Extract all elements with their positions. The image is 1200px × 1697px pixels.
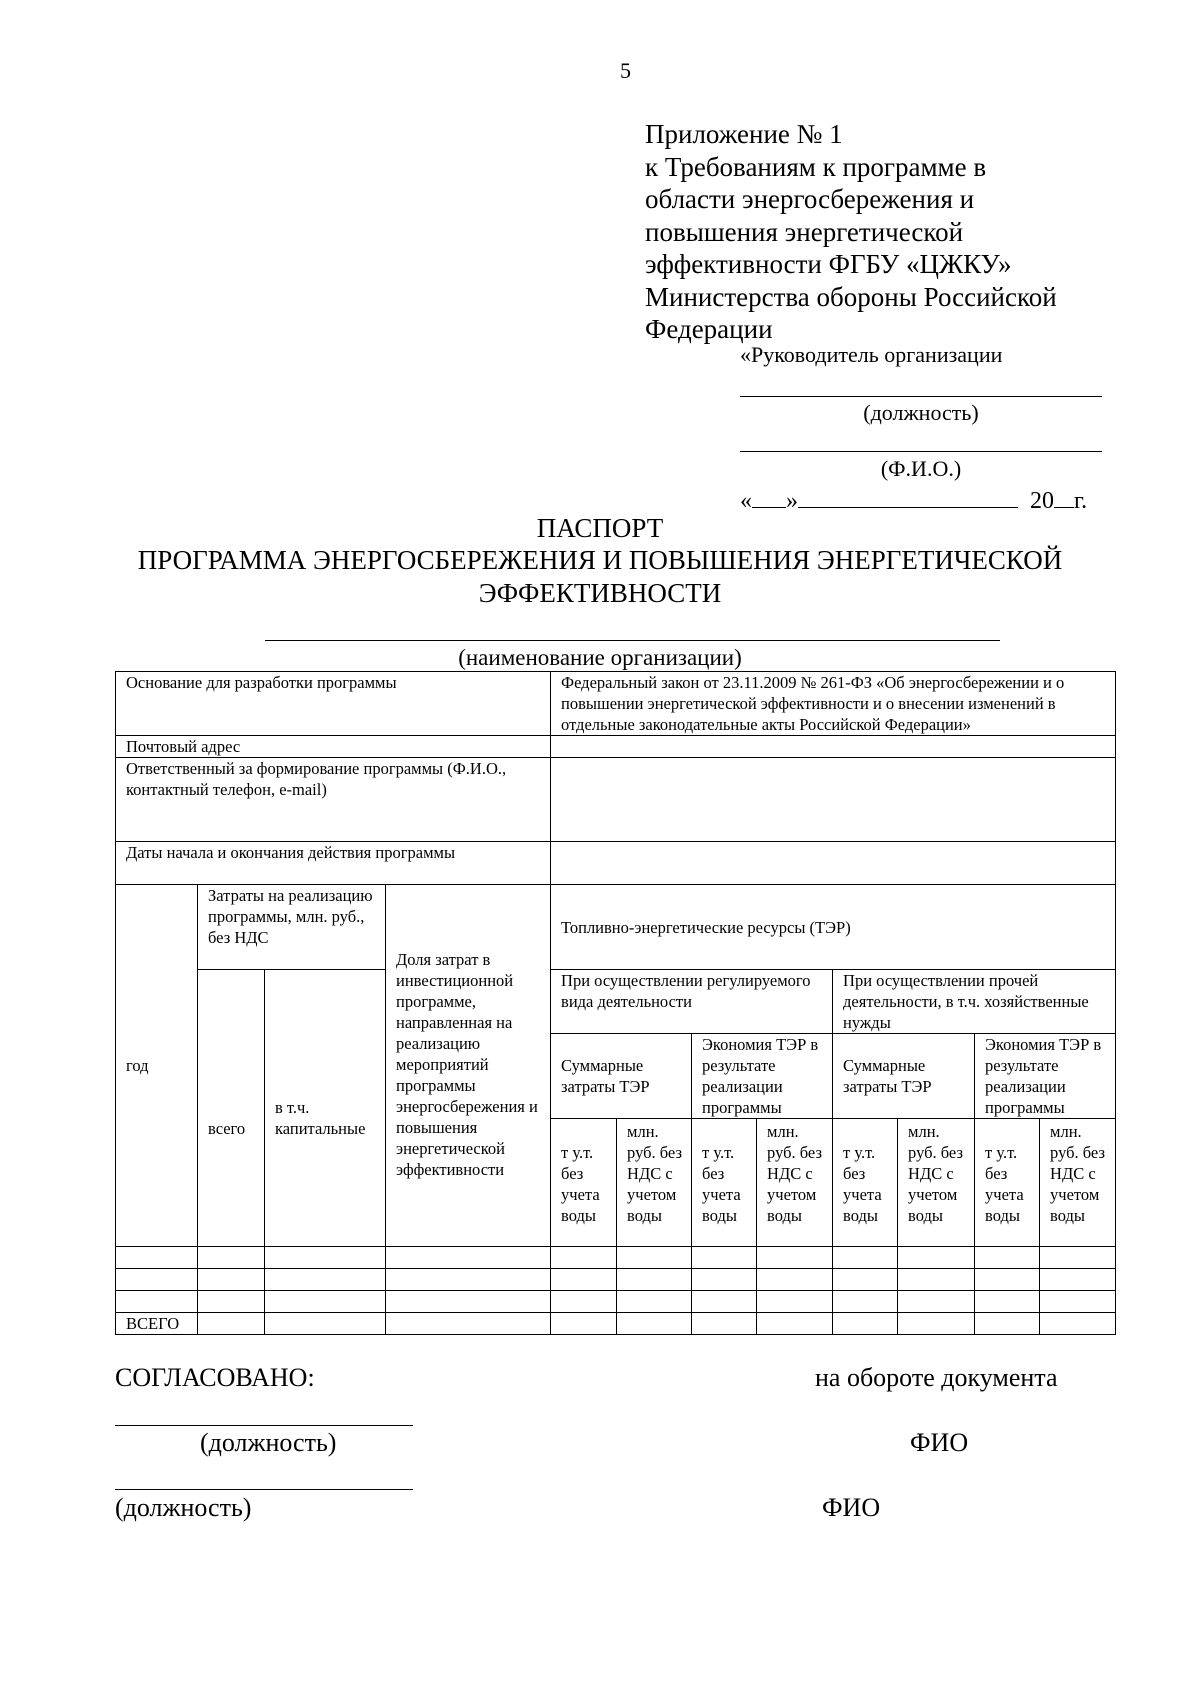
appendix-header	[645, 118, 1057, 346]
grand-total-label: ВСЕГО	[116, 1313, 198, 1335]
other-savings-header: Экономия ТЭР в результате реализации программы	[975, 1034, 1116, 1119]
ter-header: Топливно-энергетические ресурсы (ТЭР)	[551, 885, 1116, 970]
regulated-savings-header: Экономия ТЭР в результате реализации программы	[692, 1034, 833, 1119]
agreed-fio-1: ФИО	[910, 1428, 969, 1457]
dates-label: Даты начала и окончания действия программы	[116, 842, 551, 885]
position-caption: (должность)	[863, 400, 979, 425]
agreed-label: СОГЛАСОВАНО:	[115, 1363, 315, 1392]
position-signature-line	[740, 396, 1102, 397]
postal-address-value	[551, 736, 1116, 758]
name-caption: (Ф.И.О.)	[880, 456, 962, 481]
unit-rub-header: млн. руб. без НДС с учетом воды	[898, 1119, 975, 1247]
costs-total-header: всего	[198, 970, 265, 1247]
unit-tut-header: т у.т. без учета воды	[692, 1119, 757, 1247]
passport-title: ПАСПОРТ	[536, 513, 664, 543]
dates-value	[551, 842, 1116, 885]
program-title-line2: ЭФФЕКТИВНОСТИ	[478, 578, 722, 608]
organization-caption: (наименование организации)	[458, 645, 742, 670]
total-row	[116, 1313, 1116, 1335]
year-prefix: 20	[1030, 488, 1054, 514]
appendix-line: эффективности ФГБУ «ЦЖКУ»	[645, 249, 1012, 279]
unit-tut-header: т у.т. без учета воды	[833, 1119, 898, 1247]
appendix-line: Федерации	[645, 314, 773, 344]
appendix-line: к Требованиям к программе в	[645, 151, 987, 182]
unit-rub-header: млн. руб. без НДС с учетом воды	[1040, 1119, 1116, 1247]
name-signature-line	[740, 451, 1102, 452]
program-title-line1: ПРОГРАММА ЭНЕРГОСБЕРЕЖЕНИЯ И ПОВЫШЕНИЯ ЭНЕРГЕТИЧЕСКОЙ	[137, 545, 1063, 575]
appendix-line: области энергосбережения и	[645, 184, 975, 214]
other-activity-header: При осуществлении прочей деятельности, в т.ч. хозяйственные нужды	[833, 970, 1116, 1034]
year-blank	[1054, 485, 1074, 508]
agreed-position-caption-1: (должность)	[200, 1428, 337, 1457]
appendix-line: Приложение № 1	[645, 119, 843, 149]
costs-header: Затраты на реализацию программы, млн. руб., без НДС	[198, 885, 386, 970]
regulated-activity-header: При осуществлении регулируемого вида деятельности	[551, 970, 833, 1034]
appendix-line: Министерства обороны Российской	[645, 281, 1057, 312]
share-header: Доля затрат в инвестиционной программе, направленная на реализацию мероприятий программы энергосбережения и повышения энергетической эффективности	[386, 885, 551, 1247]
responsible-label: Ответственный за формирование программы (Ф.И.О., контактный телефон, e-mail)	[116, 758, 551, 842]
date-close-quote: »	[786, 488, 798, 514]
passport-table	[115, 671, 1116, 1335]
month-blank	[798, 485, 1018, 508]
responsible-value	[551, 758, 1116, 842]
costs-capital-header: в т.ч. капитальные	[265, 970, 386, 1247]
unit-rub-header: млн. руб. без НДС с учетом воды	[617, 1119, 692, 1247]
postal-address-label: Почтовый адрес	[116, 736, 551, 758]
agreed-note: на обороте документа	[815, 1363, 1058, 1392]
table-row	[116, 1269, 1116, 1291]
date-open-quote: «	[740, 488, 752, 514]
day-blank	[752, 485, 786, 508]
other-sum-costs-header: Суммарные затраты ТЭР	[833, 1034, 975, 1119]
agreed-fio-2: ФИО	[822, 1493, 881, 1522]
regulated-sum-costs-header: Суммарные затраты ТЭР	[551, 1034, 692, 1119]
agreed-signature-line-2	[115, 1489, 413, 1490]
page-number: 5	[620, 58, 631, 83]
year-header: год	[116, 885, 198, 1247]
table-row	[116, 1291, 1116, 1313]
unit-tut-header: т у.т. без учета воды	[975, 1119, 1040, 1247]
appendix-line: повышения энергетической	[645, 216, 964, 247]
year-suffix: г.	[1074, 488, 1088, 514]
agreed-position-caption-2: (должность)	[115, 1493, 252, 1522]
basis-label: Основание для разработки программы	[116, 672, 551, 736]
organization-name-line	[265, 640, 1000, 641]
basis-value: Федеральный закон от 23.11.2009 № 261-ФЗ «Об энергосбережении и о повышении энергетической эффективности и о внесении изменений в отдельные законодательные акты Российской Федерации»	[551, 672, 1116, 736]
agreed-signature-line-1	[115, 1425, 413, 1426]
unit-tut-header: т у.т. без учета воды	[551, 1119, 617, 1247]
table-row	[116, 1247, 1116, 1269]
unit-rub-header: млн. руб. без НДС с учетом воды	[757, 1119, 833, 1247]
approval-head: «Руководитель организации	[740, 342, 1003, 367]
approval-date	[740, 485, 1087, 515]
